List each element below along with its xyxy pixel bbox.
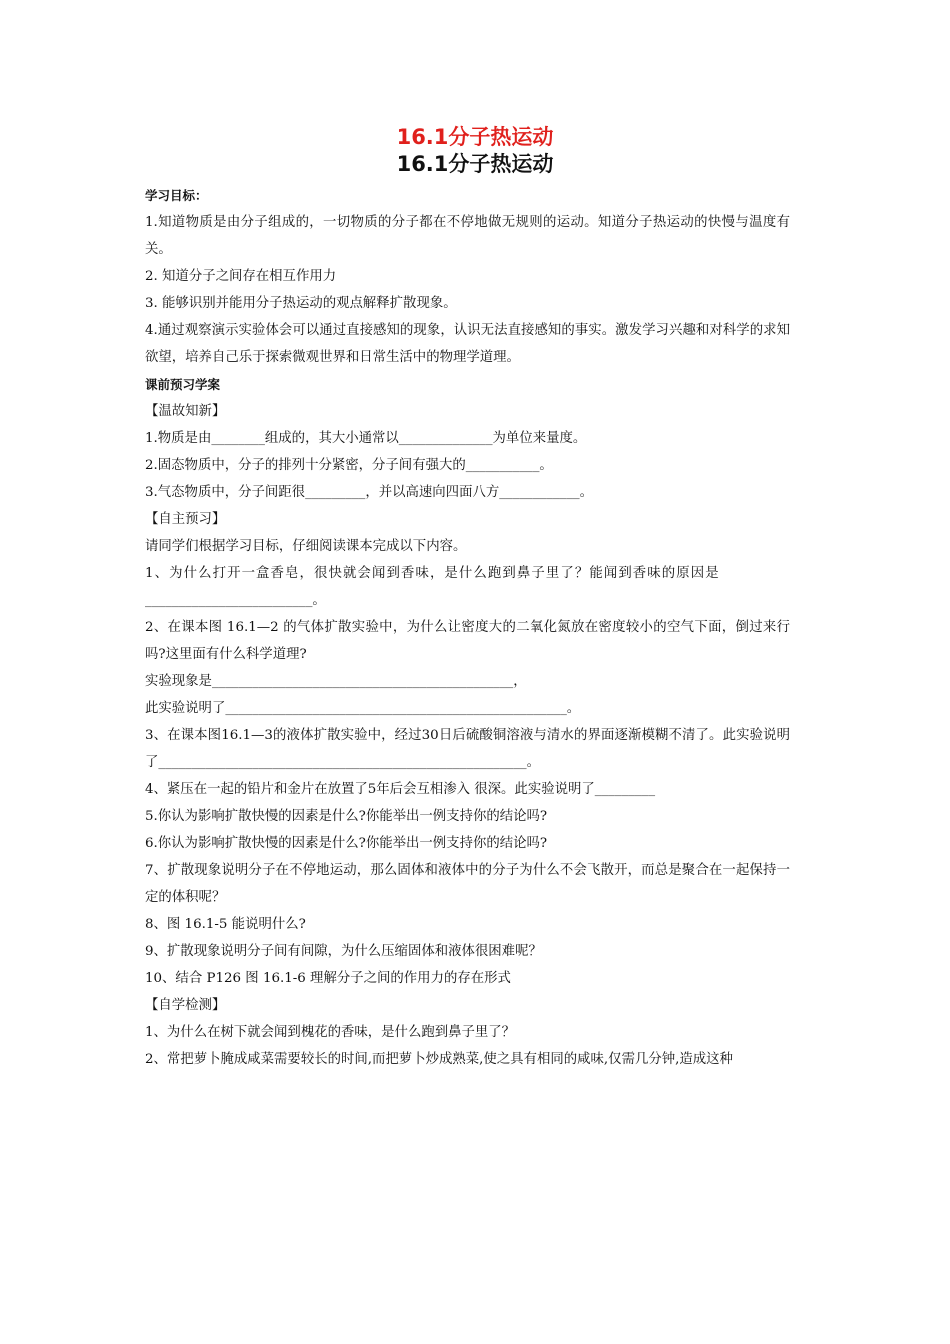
text-line: 10、结合 P126 图 16.1-6 理解分子之间的作用力的存在形式 [145, 971, 511, 986]
text-line: _________________________。 [145, 593, 326, 608]
text-line: 2.固态物质中，分子的排列十分紧密，分子间有强大的___________。 [145, 458, 553, 473]
text-line: 4.通过观察演示实验体会可以通过直接感知的现象，认识无法直接感知的事实。激发学习兴趣和对科学的求知欲望，培养自己乐于探索微观世界和日常生活中的物理学道理。 [145, 323, 790, 365]
text-line: 【自主预习】 [145, 512, 226, 527]
text-line: 7、扩散现象说明分子在不停地运动，那么固体和液体中的分子为什么不会飞散开，而总是聚合在一起保持一定的体积呢？ [145, 863, 790, 905]
text-line: 4、紧压在一起的铅片和金片在放置了5年后会互相渗入 很深。此实验说明了_________ [145, 782, 656, 797]
text-line: 3、在课本图16.1—3的液体扩散实验中，经过30日后硫酸铜溶液与清水的界面逐渐模糊不清了。此实验说明了_______________________________________________________。 [145, 728, 790, 770]
text-line: 3. 能够识别并能用分子热运动的观点解释扩散现象。 [145, 296, 457, 311]
document-title-red: 16.1分子热运动 [396, 125, 554, 149]
text-line: 1、为什么打开一盒香皂，很快就会闻到香味，是什么跑到鼻子里了？能闻到香味的原因是 [145, 566, 720, 581]
section-heading: 课前预习学案 [145, 377, 221, 392]
text-line: 此实验说明了___________________________________________________。 [145, 701, 581, 716]
text-line: 2. 知道分子之间存在相互作用力 [145, 269, 337, 284]
text-line: 【温故知新】 [145, 404, 226, 419]
text-line: 1.知道物质是由分子组成的，一切物质的分子都在不停地做无规则的运动。知道分子热运动的快慢与温度有关。 [145, 215, 790, 257]
text-line: 5.你认为影响扩散快慢的因素是什么?你能举出一例支持你的结论吗? [145, 809, 548, 824]
section-heading: 学习目标： [145, 188, 208, 203]
text-line: 2、在课本图 16.1—2 的气体扩散实验中，为什么让密度大的二氧化氮放在密度较小的空气下面，倒过来行吗?这里面有什么科学道理? [145, 620, 790, 662]
text-line: 3.气态物质中，分子间距很_________，并以高速向四面八方____________。 [145, 485, 593, 500]
text-line: 9、扩散现象说明分子间有间隙，为什么压缩固体和液体很困难呢？ [145, 944, 542, 959]
text-line: 1.物质是由________组成的，其大小通常以______________为单位来量度。 [145, 431, 587, 446]
text-line: 请同学们根据学习目标，仔细阅读课本完成以下内容。 [145, 539, 467, 554]
text-line: 8、图 16.1-5 能说明什么? [145, 917, 306, 932]
text-line: 实验现象是_____________________________________________， [145, 674, 527, 689]
text-line: 2、常把萝卜腌成咸菜需要较长的时间,而把萝卜炒成熟菜,使之具有相同的咸味,仅需几分钟,造成这种 [145, 1052, 733, 1067]
text-line: 【自学检测】 [145, 998, 226, 1013]
document-body [145, 182, 790, 1073]
text-line: 1、为什么在树下就会闻到槐花的香味，是什么跑到鼻子里了？ [145, 1025, 516, 1040]
text-line: 6.你认为影响扩散快慢的因素是什么?你能举出一例支持你的结论吗? [145, 836, 548, 851]
document-title: 16.1分子热运动 [396, 152, 554, 176]
